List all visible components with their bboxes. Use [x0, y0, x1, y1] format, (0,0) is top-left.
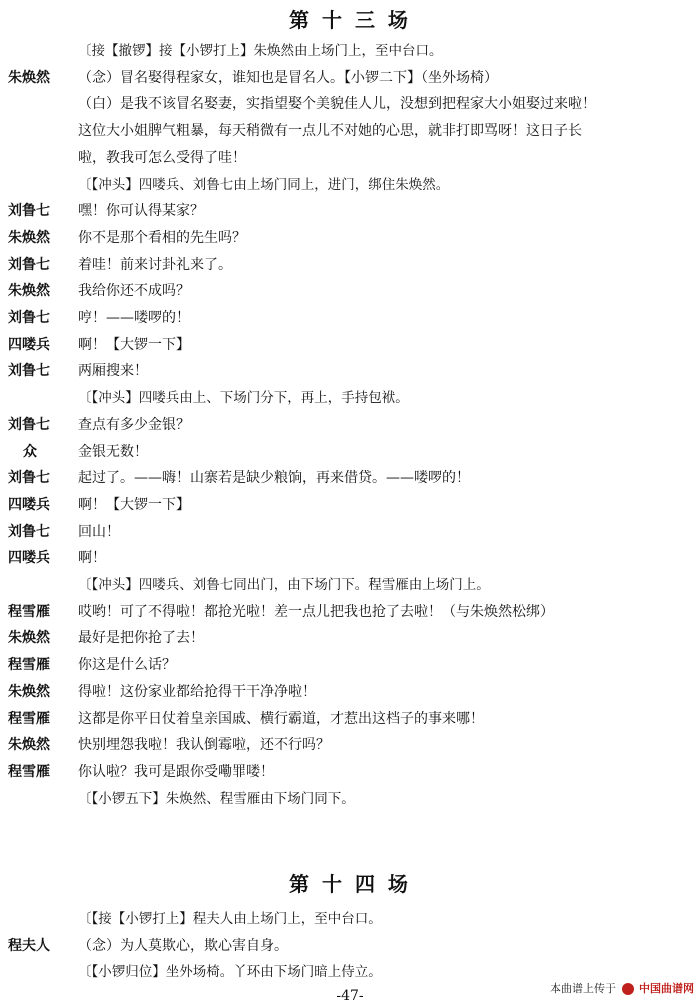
dialogue-text: 啊！【大锣一下】 — [78, 496, 190, 513]
dialogue-text: 啊！【大锣一下】 — [78, 336, 190, 353]
stage-direction: 〔【接【小锣打上】程夫人由上场门上，至中台口。 — [78, 911, 382, 927]
script-line — [0, 599, 700, 625]
speaker-name: 刘鲁七 — [8, 363, 50, 380]
stage-direction: 〔【冲头】四喽兵由上、下场门分下，再上，手持包袱。 — [78, 390, 409, 407]
script-line — [0, 786, 700, 812]
dialogue-text: 这都是你平日仗着皇亲国戚、横行霸道，才惹出这档子的事来哪！ — [78, 710, 484, 727]
dialogue-text: 回山！ — [78, 523, 120, 540]
script-line — [0, 492, 700, 518]
speaker-name: 程雪雁 — [8, 657, 50, 674]
speaker-name: 朱焕然 — [8, 69, 50, 86]
speaker-name: 四喽兵 — [8, 496, 50, 513]
scene-14-title: 第 十 四 场 — [289, 872, 411, 896]
script-line — [0, 679, 700, 705]
script-line — [0, 225, 700, 251]
script-line — [0, 118, 700, 144]
speaker-name: 程雪雁 — [8, 763, 50, 780]
speaker-name: 四喽兵 — [8, 336, 50, 353]
speaker-name: 程雪雁 — [8, 710, 50, 727]
script-line — [0, 145, 700, 171]
dialogue-text: 你认啦？我可是跟你受嘞罪喽！ — [78, 763, 274, 780]
stage-direction: 〔【冲头】四喽兵、刘鲁七同出门，由下场门下。程雪雁由上场门上。 — [78, 577, 490, 593]
speaker-name: 刘鲁七 — [8, 203, 50, 220]
script-line — [0, 933, 700, 959]
speaker-name: 朱焕然 — [8, 229, 50, 246]
speaker-name: 四喽兵 — [8, 550, 50, 567]
dialogue-text: 快别埋怨我啦！我认倒霉啦，还不行吗？ — [78, 737, 330, 754]
dialogue-text: 哼！——喽啰的！ — [78, 310, 190, 326]
dialogue-text: 最好是把你抢了去！ — [78, 630, 204, 647]
script-line — [0, 358, 700, 384]
script-line — [0, 278, 700, 304]
speaker-name: 众 — [23, 443, 37, 460]
script-line — [0, 759, 700, 785]
speaker-name: 刘鲁七 — [8, 310, 50, 326]
script-line — [0, 519, 700, 545]
speaker-name: 刘鲁七 — [8, 470, 50, 487]
speaker-name: 朱焕然 — [8, 683, 50, 700]
speaker-name: 朱焕然 — [8, 737, 50, 754]
script-line — [0, 38, 700, 64]
dialogue-text: 得啦！这份家业都给抢得干干净净啦！ — [78, 683, 316, 700]
dialogue-text: （念）为人莫欺心，欺心害自身。 — [78, 937, 288, 954]
dialogue-text: 起过了。——嗨！山寨若是缺少粮饷，再来借贷。——喽啰的！ — [78, 470, 470, 487]
script-line — [0, 412, 700, 438]
dialogue-text: 着哇！前来讨卦礼来了。 — [78, 256, 232, 273]
dialogue-text: （念）冒名娶得程家女，谁知也是冒名人。【小锣二下】（坐外场椅） — [78, 69, 498, 86]
dialogue-text: 哎哟！可了不得啦！都抢光啦！差一点儿把我也抢了去啦！（与朱焕然松绑） — [78, 603, 554, 620]
script-line — [0, 572, 700, 598]
script-line — [0, 439, 700, 465]
speaker-name: 朱焕然 — [8, 630, 50, 647]
scene-13-title: 第 十 三 场 — [289, 8, 411, 32]
script-line — [0, 732, 700, 758]
stage-direction: 〔接【撤锣】接【小锣打上】朱焕然由上场门上，至中台口。 — [78, 43, 443, 59]
speaker-name: 刘鲁七 — [8, 416, 50, 433]
dialogue-text: 这位大小姐脾气粗暴，每天稍微有一点儿不对她的心思，就非打即骂呀！这日子长 — [78, 123, 582, 140]
watermark-text: 本曲谱上传于 — [550, 982, 616, 995]
speaker-name: 刘鲁七 — [8, 256, 50, 273]
script-line — [0, 91, 700, 117]
stage-direction: 〔【小锣五下】朱焕然、程雪雁由下场门同下。 — [78, 790, 355, 807]
dialogue-text: 嘿！你可认得某家？ — [78, 203, 204, 220]
watermark-logo-icon — [622, 983, 634, 995]
script-line — [0, 65, 700, 91]
script-line — [0, 652, 700, 678]
script-line — [0, 305, 700, 331]
dialogue-text: 啊！ — [78, 550, 106, 567]
dialogue-text: 我给你还不成吗？ — [78, 283, 190, 300]
dialogue-text: （白）是我不该冒名娶妻，实指望娶个美貌佳人儿，没想到把程家大小姐娶过来啦！ — [78, 96, 596, 113]
script-line — [0, 906, 700, 932]
script-line — [0, 706, 700, 732]
script-line — [0, 332, 700, 358]
watermark-brand: 中国曲谱网 — [639, 982, 694, 995]
script-line — [0, 465, 700, 491]
script-line — [0, 198, 700, 224]
script-line — [0, 545, 700, 571]
speaker-name: 刘鲁七 — [8, 523, 50, 540]
speaker-name: 程夫人 — [8, 937, 50, 954]
page-number: -47- — [336, 988, 364, 1004]
script-line — [0, 625, 700, 651]
dialogue-text: 你这是什么话？ — [78, 657, 176, 674]
script-line — [0, 385, 700, 411]
speaker-name: 程雪雁 — [8, 603, 50, 620]
stage-direction: 〔【冲头】四喽兵、刘鲁七由上场门同上，进门，绑住朱焕然。 — [78, 176, 450, 193]
dialogue-text: 啦，教我可怎么受得了哇！ — [78, 149, 246, 166]
stage-direction: 〔【小锣归位】坐外场椅。丫环由下场门暗上侍立。 — [78, 964, 382, 981]
dialogue-text: 两厢搜来！ — [78, 363, 148, 380]
dialogue-text: 金银无数！ — [78, 443, 148, 460]
script-line — [0, 172, 700, 198]
script-line — [0, 252, 700, 278]
speaker-name: 朱焕然 — [8, 283, 50, 300]
watermark — [550, 980, 694, 996]
dialogue-text: 你不是那个看相的先生吗？ — [78, 229, 246, 246]
dialogue-text: 查点有多少金银？ — [78, 416, 190, 433]
